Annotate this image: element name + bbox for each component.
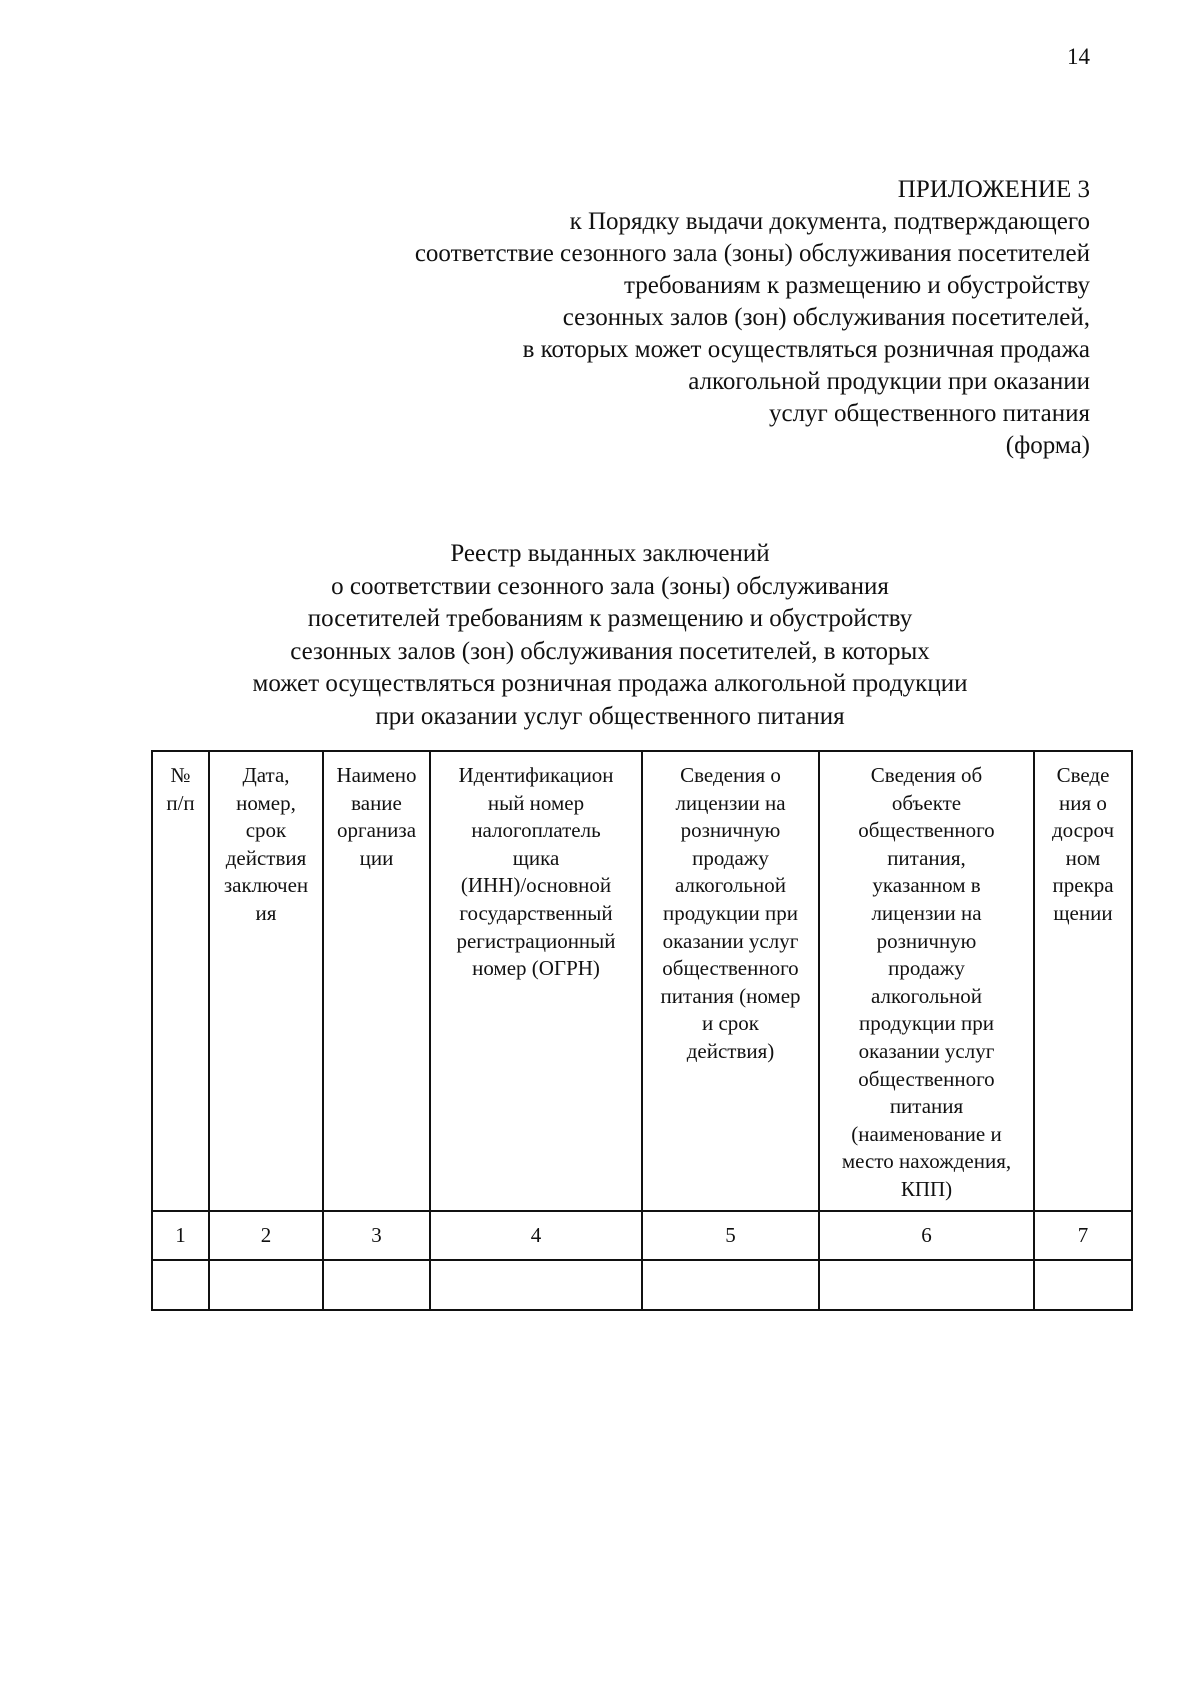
appendix-line: алкогольной продукции при оказании — [688, 368, 1090, 395]
header-cell-line: номер, — [236, 790, 296, 815]
empty-cell — [1034, 1260, 1132, 1310]
header-cell-line: указанном в — [872, 873, 981, 898]
column-number: 5 — [642, 1211, 819, 1261]
header-cell-line: № — [170, 763, 191, 787]
header-cell — [152, 751, 209, 1211]
header-cell-line: ном — [1065, 845, 1101, 870]
header-cell-line: действия) — [686, 1038, 775, 1063]
column-number: 4 — [430, 1211, 642, 1261]
header-cell-line: оказании услуг — [858, 1038, 995, 1063]
column-number: 3 — [323, 1211, 430, 1261]
table-row — [152, 1260, 1132, 1310]
title-line: Реестр выданных заключений — [450, 540, 770, 567]
header-cell-line: общественного — [662, 956, 799, 981]
title-line: может осуществляться розничная продажа алкогольной продукции — [252, 670, 968, 697]
empty-cell — [152, 1260, 209, 1310]
empty-cell — [430, 1260, 642, 1310]
header-cell-line: питания — [889, 1094, 964, 1119]
title-line: сезонных залов (зон) обслуживания посетителей, в которых — [290, 637, 930, 665]
header-cell-line: ный номер — [487, 790, 585, 815]
registry-table — [151, 750, 1133, 1311]
appendix-line: в которых может осуществляться розничная продажа — [522, 336, 1090, 363]
header-cell-line: объекте — [891, 790, 962, 815]
header-cell — [1034, 751, 1132, 1211]
header-cell-line: место нахождения, — [841, 1149, 1012, 1174]
header-cell-line: Сведения о — [680, 763, 781, 787]
header-cell-line: продажу — [888, 956, 965, 981]
header-cell-line: (наименование и — [851, 1121, 1002, 1146]
header-cell-line: продукции при — [663, 900, 798, 925]
table-header-row — [152, 751, 1132, 1211]
header-cell-line: питания (номер — [660, 983, 801, 1008]
header-cell-line: общественного — [858, 1066, 995, 1091]
header-cell-line: КПП) — [900, 1176, 953, 1201]
header-cell-line: досроч — [1051, 818, 1115, 843]
header-cell-line: Сведения об — [870, 763, 983, 787]
header-cell-line: алкогольной — [675, 873, 786, 898]
header-cell-line: номер (ОГРН) — [472, 956, 600, 981]
appendix-title: ПРИЛОЖЕНИЕ 3 — [897, 176, 1090, 203]
header-cell-line: действия — [225, 845, 307, 870]
header-cell-line: и срок — [701, 1011, 759, 1036]
header-cell-line: (ИНН)/основной — [460, 873, 612, 898]
header-cell-line: розничную — [680, 818, 781, 843]
title-line: посетителей требованиям к размещению и обустройству — [307, 605, 913, 632]
header-cell — [323, 751, 430, 1211]
header-cell-line: регистрационный — [456, 928, 616, 953]
header-cell-line: государственный — [459, 900, 613, 925]
header-cell-line: общественного — [858, 818, 995, 843]
header-cell-line: лицензии на — [871, 900, 982, 925]
header-cell-line: оказании услуг — [662, 928, 799, 953]
page-number: 14 — [1067, 44, 1090, 69]
appendix-line: соответствие сезонного зала (зоны) обслуживания посетителей — [414, 240, 1090, 267]
header-cell-line: Сведе — [1056, 763, 1110, 787]
header-cell — [209, 751, 323, 1211]
column-number: 7 — [1034, 1211, 1132, 1261]
appendix-line: услуг общественного питания — [768, 400, 1090, 427]
document-title — [110, 538, 1110, 733]
appendix-line: к Порядку выдачи документа, подтверждающего — [569, 208, 1090, 235]
title-line: при оказании услуг общественного питания — [375, 702, 845, 730]
header-cell — [642, 751, 819, 1211]
header-cell — [819, 751, 1034, 1211]
column-number-row — [152, 1211, 1132, 1261]
header-cell-line: организа — [336, 818, 417, 843]
column-number: 1 — [152, 1211, 209, 1261]
empty-cell — [209, 1260, 323, 1310]
appendix-form-label: (форма) — [1005, 432, 1090, 459]
empty-cell — [642, 1260, 819, 1310]
header-cell-line: лицензии на — [675, 790, 786, 815]
title-line: о соответствии сезонного зала (зоны) обслуживания — [331, 572, 889, 600]
column-number: 2 — [209, 1211, 323, 1261]
header-cell-line: п/п — [166, 790, 195, 815]
header-cell-line: прекра — [1052, 873, 1114, 898]
header-cell-line: Наимено — [336, 763, 417, 787]
empty-cell — [323, 1260, 430, 1310]
header-cell-line: ции — [359, 845, 394, 870]
header-cell-line: ия — [255, 900, 277, 925]
header-cell-line: налогоплатель — [471, 818, 601, 843]
header-cell-line: щика — [512, 845, 560, 870]
header-cell — [430, 751, 642, 1211]
header-cell-line: вание — [351, 790, 402, 815]
appendix-line: сезонных залов (зон) обслуживания посетителей, — [562, 304, 1090, 331]
empty-cell — [819, 1260, 1034, 1310]
header-cell-line: розничную — [876, 928, 977, 953]
header-cell-line: срок — [245, 818, 287, 843]
appendix-header — [190, 174, 1090, 462]
column-number: 6 — [819, 1211, 1034, 1261]
header-cell-line: продажу — [692, 845, 769, 870]
header-cell-line: ния о — [1059, 790, 1107, 815]
header-cell-line: заключен — [223, 873, 309, 898]
header-cell-line: Идентификацион — [458, 763, 614, 787]
appendix-line: требованиям к размещению и обустройству — [624, 272, 1090, 299]
header-cell-line: питания, — [887, 845, 966, 870]
header-cell-line: алкогольной — [871, 983, 982, 1008]
header-cell-line: Дата, — [242, 763, 290, 787]
header-cell-line: продукции при — [859, 1011, 994, 1036]
header-cell-line: щении — [1053, 900, 1113, 925]
